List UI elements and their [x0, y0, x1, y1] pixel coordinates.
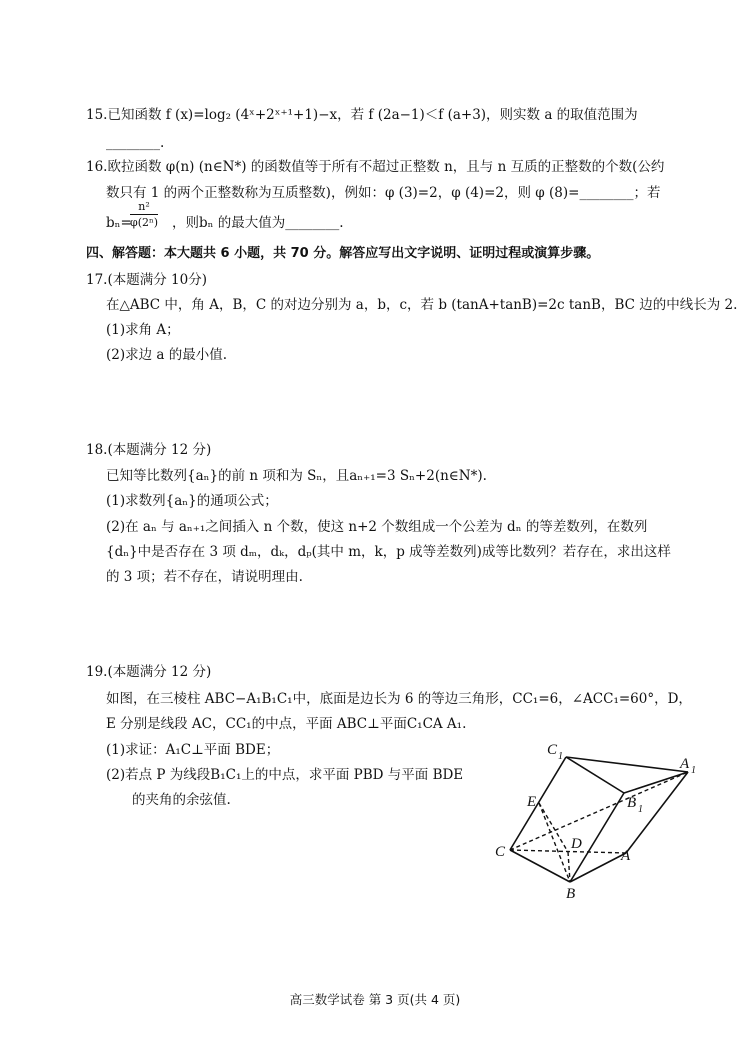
prism-hidden-edges: [510, 772, 688, 882]
q15-line1: 15.已知函数 f (x)=log₂ (4ˣ+2ˣ⁺¹+1)−x，若 f (2a−1)＜f (a+3)，则实数 a 的取值范围为: [86, 107, 638, 123]
edge-c-b: [510, 850, 570, 882]
edge-d-b-hidden: [568, 852, 570, 882]
q17-header: 17.(本题满分 10分): [86, 272, 207, 288]
q16-line3-prefix: bₙ=: [106, 215, 132, 231]
q15-blank-line: ________.: [106, 135, 165, 151]
label-c1-sub: 1: [558, 751, 563, 762]
label-e: E: [527, 794, 537, 810]
label-d: D: [571, 836, 582, 852]
edge-b-a: [570, 853, 626, 882]
label-b: B: [566, 886, 576, 902]
label-b1: B: [627, 795, 637, 811]
q19-stem-line2: E 分别是线段 AC，CC₁的中点，平面 ABC⊥平面C₁CA A₁.: [106, 716, 467, 732]
q18-part1: (1)求数列{aₙ}的通项公式；: [106, 493, 278, 509]
edge-b1-a1: [624, 772, 688, 793]
edge-a1-a: [626, 772, 688, 853]
section-four-header: 四、解答题：本大题共 6 小题，共 70 分。解答应写出文字说明、证明过程或演算步骤。: [86, 246, 600, 261]
prism-solid-edges: [510, 757, 688, 882]
label-c1: C: [547, 742, 558, 758]
edge-c-a-hidden: [510, 850, 626, 853]
label-a1-sub: 1: [691, 765, 696, 776]
label-b1-sub: 1: [638, 804, 643, 815]
q18-stem: 已知等比数列{aₙ}的前 n 项和为 Sₙ，且aₙ₊₁=3 Sₙ+2(n∈N*).: [106, 468, 487, 484]
q19-part2-line2: 的夹角的余弦值.: [132, 792, 231, 808]
q19-stem-line1: 如图，在三棱柱 ABC−A₁B₁C₁中，底面是边长为 6 的等边三角形，CC₁=6，∠ACC₁=60°，D，: [106, 691, 692, 707]
edge-b1-b: [570, 793, 624, 882]
q16-line1: 16.欧拉函数 φ(n) (n∈N*) 的函数值等于所有不超过正整数 n，且与 n 互质的正整数的个数(公约: [86, 159, 665, 175]
label-c: C: [495, 844, 506, 860]
q18-part2-line2: {dₙ}中是否存在 3 项 dₘ，dₖ，dₚ(其中 m，k，p 成等差数列)成等比数列？若存在，求出这样: [106, 544, 671, 560]
q16-fraction-numerator: n²: [130, 200, 158, 215]
q17-stem: 在△ABC 中，角 A，B，C 的对边分别为 a，b，c，若 b (tanA+tanB)=2c tanB，BC 边的中线长为 2.: [106, 297, 738, 313]
q17-part2: (2)求边 a 的最小值.: [106, 347, 228, 363]
edge-c-a1-hidden: [510, 772, 688, 850]
edge-c1-c: [510, 757, 566, 850]
label-a: A: [621, 848, 631, 864]
q18-part2-line1: (2)在 aₙ 与 aₙ₊₁之间插入 n 个数，使这 n+2 个数组成一个公差为 dₙ 的等差数列，在数列: [106, 519, 648, 535]
q16-fraction-denominator: φ(2ⁿ): [130, 216, 159, 229]
q17-part1: (1)求角 A；: [106, 322, 180, 338]
edge-e-d-hidden: [539, 803, 568, 852]
q16-line3-suffix: ，则bₙ 的最大值为________.: [172, 215, 344, 231]
edge-c1-a1: [566, 757, 688, 772]
q18-part2-line3: 的 3 项；若不存在，请说明理由.: [106, 569, 303, 585]
edge-e-b-hidden: [539, 803, 570, 882]
prism-vertex-labels: [495, 742, 696, 902]
label-a1: A: [680, 756, 690, 772]
q19-header: 19.(本题满分 12 分): [86, 664, 212, 680]
q18-header: 18.(本题满分 12 分): [86, 442, 212, 458]
q16-line2: 数只有 1 的两个正整数称为互质整数)，例如：φ (3)=2，φ (4)=2，则 φ (8)=________；若: [106, 185, 661, 201]
q19-part1: (1)求证：A₁C⊥平面 BDE；: [106, 742, 280, 758]
page-footer: 高三数学试卷 第 3 页(共 4 页): [289, 992, 461, 1007]
edge-c1-b1: [566, 757, 624, 793]
q16-fraction: [130, 200, 158, 230]
q19-part2-line1: (2)若点 P 为线段B₁C₁上的中点，求平面 PBD 与平面 BDE: [106, 767, 464, 783]
